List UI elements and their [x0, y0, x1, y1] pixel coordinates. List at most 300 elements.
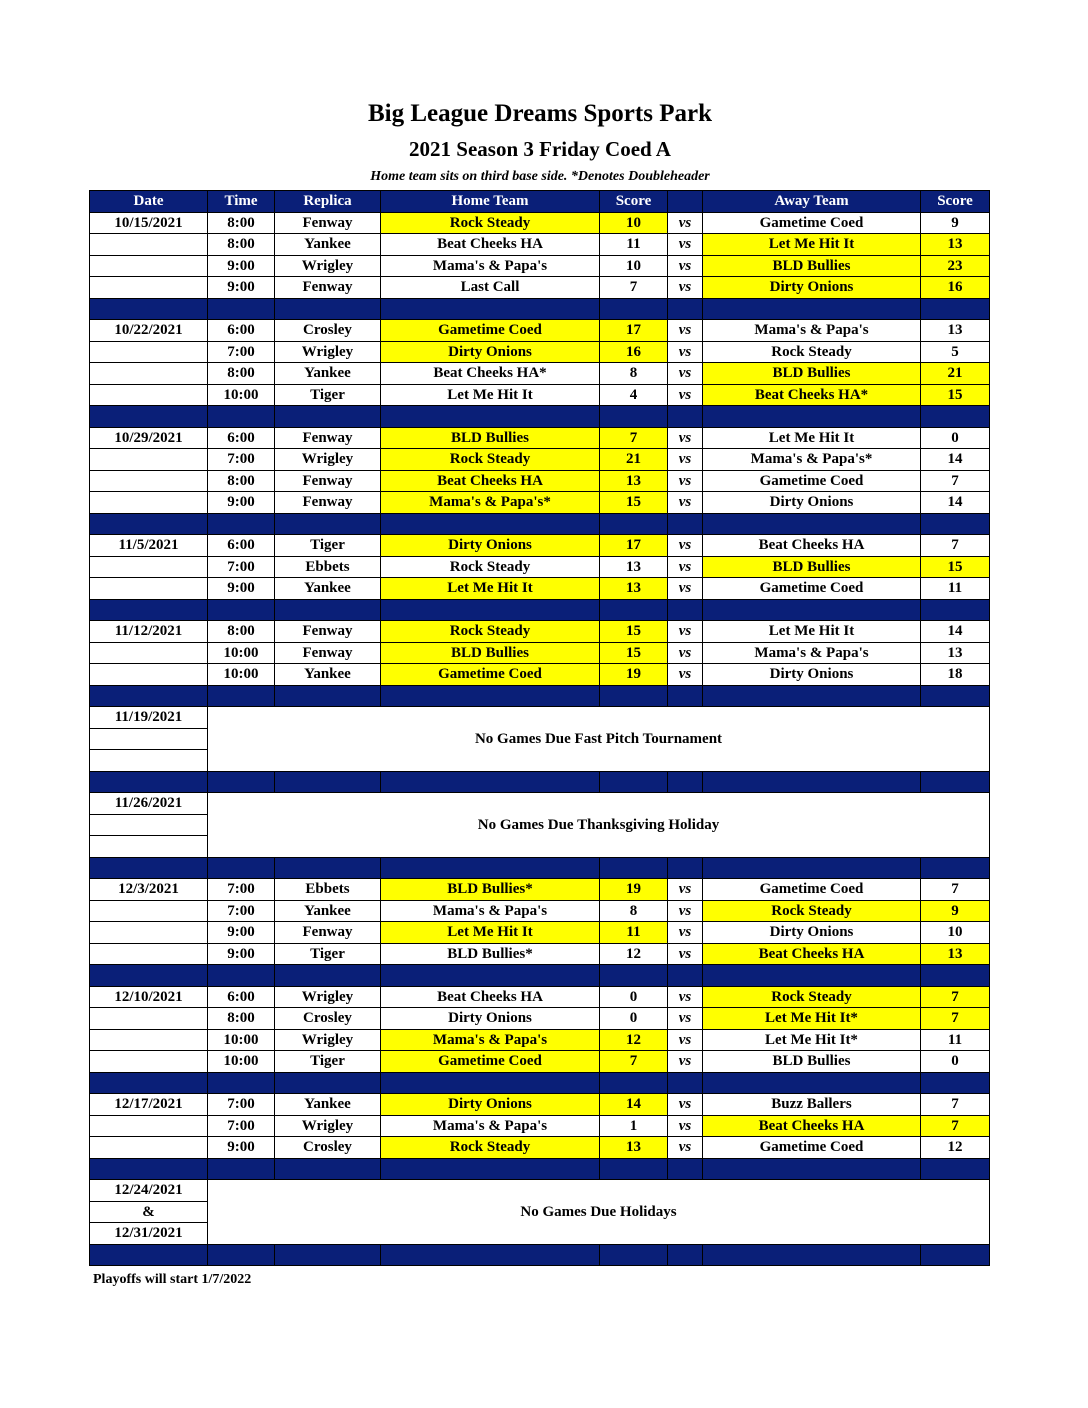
home-score: 4: [600, 384, 668, 406]
game-date: [90, 556, 208, 578]
separator-cell: [600, 1244, 668, 1266]
separator-cell: [275, 599, 381, 621]
game-row: [90, 341, 990, 363]
separator-cell: [381, 513, 600, 535]
home-team: BLD Bullies: [381, 642, 600, 664]
home-score: 19: [600, 879, 668, 901]
home-score: 14: [600, 1094, 668, 1116]
separator-row: [90, 857, 990, 879]
game-date: [90, 1051, 208, 1073]
separator-cell: [703, 513, 921, 535]
game-row: [90, 363, 990, 385]
game-time: 10:00: [208, 1051, 275, 1073]
game-replica: Wrigley: [275, 986, 381, 1008]
home-score: 19: [600, 664, 668, 686]
separator-row: [90, 685, 990, 707]
away-team: Let Me Hit It: [703, 621, 921, 643]
separator-cell: [90, 298, 208, 320]
separator-cell: [90, 965, 208, 987]
vs-label: vs: [668, 943, 703, 965]
away-score: 0: [921, 1051, 990, 1073]
game-time: 7:00: [208, 449, 275, 471]
game-time: 10:00: [208, 384, 275, 406]
home-team: Beat Cheeks HA: [381, 986, 600, 1008]
home-score: 11: [600, 922, 668, 944]
separator-cell: [208, 406, 275, 428]
home-team: Let Me Hit It: [381, 578, 600, 600]
separator-cell: [703, 298, 921, 320]
game-replica: Yankee: [275, 664, 381, 686]
notice-row: [90, 1180, 990, 1202]
separator-cell: [208, 771, 275, 793]
game-time: 7:00: [208, 1115, 275, 1137]
separator-cell: [90, 1244, 208, 1266]
game-row: [90, 1094, 990, 1116]
home-team: BLD Bullies*: [381, 879, 600, 901]
separator-cell: [600, 965, 668, 987]
separator-cell: [381, 1244, 600, 1266]
game-date: [90, 1137, 208, 1159]
game-time: 9:00: [208, 255, 275, 277]
away-score: 9: [921, 212, 990, 234]
game-date: [90, 943, 208, 965]
away-team: Rock Steady: [703, 341, 921, 363]
game-replica: Fenway: [275, 427, 381, 449]
game-date: 10/15/2021: [90, 212, 208, 234]
separator-cell: [90, 1072, 208, 1094]
separator-cell: [921, 685, 990, 707]
game-time: 8:00: [208, 470, 275, 492]
home-score: 1: [600, 1115, 668, 1137]
separator-cell: [703, 599, 921, 621]
separator-cell: [381, 685, 600, 707]
home-score: 7: [600, 1051, 668, 1073]
home-score: 13: [600, 470, 668, 492]
home-team: Let Me Hit It: [381, 922, 600, 944]
game-time: 10:00: [208, 664, 275, 686]
away-team: BLD Bullies: [703, 1051, 921, 1073]
away-score: 7: [921, 1008, 990, 1030]
separator-cell: [90, 857, 208, 879]
separator-cell: [921, 599, 990, 621]
game-replica: Tiger: [275, 384, 381, 406]
home-score: 16: [600, 341, 668, 363]
game-replica: Wrigley: [275, 449, 381, 471]
page-title: Big League Dreams Sports Park: [368, 100, 712, 127]
col-away-score: Score: [921, 191, 990, 213]
separator-cell: [600, 406, 668, 428]
col-time: Time: [208, 191, 275, 213]
away-team: Gametime Coed: [703, 578, 921, 600]
separator-cell: [275, 965, 381, 987]
game-replica: Yankee: [275, 578, 381, 600]
separator-cell: [90, 513, 208, 535]
away-team: Rock Steady: [703, 900, 921, 922]
separator-cell: [381, 1158, 600, 1180]
separator-cell: [921, 857, 990, 879]
game-date: [90, 449, 208, 471]
away-score: 5: [921, 341, 990, 363]
away-team: Dirty Onions: [703, 277, 921, 299]
separator-cell: [90, 1158, 208, 1180]
away-team: Beat Cheeks HA: [703, 1115, 921, 1137]
notice-date: 11/19/2021: [90, 707, 208, 729]
game-date: [90, 900, 208, 922]
away-team: Beat Cheeks HA: [703, 535, 921, 557]
vs-label: vs: [668, 384, 703, 406]
vs-label: vs: [668, 1115, 703, 1137]
game-date: 11/12/2021: [90, 621, 208, 643]
separator-row: [90, 1244, 990, 1266]
notice-row: [90, 793, 990, 815]
separator-cell: [668, 406, 703, 428]
away-team: Mama's & Papa's: [703, 320, 921, 342]
vs-label: vs: [668, 986, 703, 1008]
home-team: Gametime Coed: [381, 664, 600, 686]
separator-row: [90, 513, 990, 535]
away-team: Let Me Hit It*: [703, 1029, 921, 1051]
game-date: [90, 1029, 208, 1051]
home-team: Mama's & Papa's: [381, 1115, 600, 1137]
separator-cell: [275, 771, 381, 793]
game-time: 8:00: [208, 212, 275, 234]
home-team: Rock Steady: [381, 449, 600, 471]
game-time: 9:00: [208, 578, 275, 600]
home-team: Let Me Hit It: [381, 384, 600, 406]
game-time: 8:00: [208, 363, 275, 385]
header-note: Home team sits on third base side. *Denotes Doubleheader: [370, 169, 710, 184]
vs-label: vs: [668, 1008, 703, 1030]
separator-cell: [90, 406, 208, 428]
game-time: 10:00: [208, 642, 275, 664]
separator-cell: [668, 771, 703, 793]
away-score: 13: [921, 320, 990, 342]
separator-row: [90, 406, 990, 428]
home-score: 0: [600, 986, 668, 1008]
separator-cell: [381, 298, 600, 320]
away-score: 14: [921, 621, 990, 643]
home-team: Dirty Onions: [381, 535, 600, 557]
separator-cell: [208, 1244, 275, 1266]
separator-cell: [703, 771, 921, 793]
game-time: 6:00: [208, 427, 275, 449]
home-score: 0: [600, 1008, 668, 1030]
away-score: 10: [921, 922, 990, 944]
game-row: [90, 578, 990, 600]
separator-cell: [703, 857, 921, 879]
game-row: [90, 943, 990, 965]
col-date: Date: [90, 191, 208, 213]
separator-row: [90, 771, 990, 793]
game-replica: Wrigley: [275, 255, 381, 277]
separator-cell: [703, 406, 921, 428]
separator-row: [90, 965, 990, 987]
separator-cell: [208, 685, 275, 707]
game-replica: Crosley: [275, 320, 381, 342]
away-team: Mama's & Papa's*: [703, 449, 921, 471]
separator-cell: [381, 857, 600, 879]
game-replica: Yankee: [275, 363, 381, 385]
away-score: 7: [921, 470, 990, 492]
game-time: 9:00: [208, 943, 275, 965]
home-score: 12: [600, 1029, 668, 1051]
game-replica: Fenway: [275, 621, 381, 643]
vs-label: vs: [668, 449, 703, 471]
notice-date: [90, 836, 208, 858]
away-team: Beat Cheeks HA: [703, 943, 921, 965]
notice-message: No Games Due Fast Pitch Tournament: [208, 707, 990, 772]
game-replica: Ebbets: [275, 556, 381, 578]
game-replica: Yankee: [275, 234, 381, 256]
home-score: 8: [600, 900, 668, 922]
game-row: [90, 277, 990, 299]
game-time: 6:00: [208, 986, 275, 1008]
game-date: [90, 363, 208, 385]
game-row: [90, 427, 990, 449]
game-row: [90, 1115, 990, 1137]
schedule-table: [89, 190, 990, 1266]
game-replica: Yankee: [275, 1094, 381, 1116]
home-score: 13: [600, 1137, 668, 1159]
header-row: [90, 191, 990, 213]
away-team: Beat Cheeks HA*: [703, 384, 921, 406]
separator-cell: [921, 771, 990, 793]
home-team: Rock Steady: [381, 1137, 600, 1159]
home-team: Beat Cheeks HA: [381, 470, 600, 492]
home-score: 13: [600, 556, 668, 578]
away-team: Let Me Hit It: [703, 234, 921, 256]
separator-cell: [208, 599, 275, 621]
game-row: [90, 1137, 990, 1159]
away-team: Gametime Coed: [703, 470, 921, 492]
home-team: Mama's & Papa's: [381, 900, 600, 922]
notice-date: 12/31/2021: [90, 1223, 208, 1245]
away-score: 0: [921, 427, 990, 449]
game-row: [90, 1051, 990, 1073]
game-row: [90, 664, 990, 686]
col-away-team: Away Team: [703, 191, 921, 213]
away-team: BLD Bullies: [703, 556, 921, 578]
game-date: [90, 922, 208, 944]
game-row: [90, 384, 990, 406]
separator-cell: [600, 685, 668, 707]
separator-row: [90, 298, 990, 320]
home-team: Gametime Coed: [381, 320, 600, 342]
home-team: Dirty Onions: [381, 1008, 600, 1030]
game-date: 10/22/2021: [90, 320, 208, 342]
away-score: 11: [921, 1029, 990, 1051]
vs-label: vs: [668, 642, 703, 664]
game-replica: Fenway: [275, 492, 381, 514]
separator-cell: [275, 1244, 381, 1266]
game-date: [90, 277, 208, 299]
home-score: 15: [600, 642, 668, 664]
separator-cell: [90, 771, 208, 793]
away-score: 21: [921, 363, 990, 385]
game-row: [90, 556, 990, 578]
game-date: 10/29/2021: [90, 427, 208, 449]
separator-row: [90, 1158, 990, 1180]
home-team: Mama's & Papa's*: [381, 492, 600, 514]
separator-cell: [668, 1072, 703, 1094]
separator-cell: [703, 965, 921, 987]
col-replica: Replica: [275, 191, 381, 213]
away-team: Dirty Onions: [703, 664, 921, 686]
game-time: 8:00: [208, 234, 275, 256]
game-row: [90, 255, 990, 277]
away-team: BLD Bullies: [703, 363, 921, 385]
game-replica: Tiger: [275, 535, 381, 557]
notice-date: [90, 728, 208, 750]
game-replica: Ebbets: [275, 879, 381, 901]
vs-label: vs: [668, 427, 703, 449]
away-team: Dirty Onions: [703, 492, 921, 514]
separator-cell: [668, 599, 703, 621]
notice-date: 11/26/2021: [90, 793, 208, 815]
home-score: 17: [600, 320, 668, 342]
separator-cell: [921, 1244, 990, 1266]
home-team: Dirty Onions: [381, 341, 600, 363]
separator-cell: [921, 406, 990, 428]
separator-cell: [600, 1072, 668, 1094]
separator-cell: [90, 685, 208, 707]
away-score: 7: [921, 1115, 990, 1137]
separator-cell: [703, 1244, 921, 1266]
separator-cell: [208, 1072, 275, 1094]
game-time: 10:00: [208, 1029, 275, 1051]
separator-cell: [921, 1072, 990, 1094]
vs-label: vs: [668, 234, 703, 256]
game-time: 7:00: [208, 879, 275, 901]
home-team: Dirty Onions: [381, 1094, 600, 1116]
vs-label: vs: [668, 621, 703, 643]
game-replica: Fenway: [275, 470, 381, 492]
home-score: 13: [600, 578, 668, 600]
home-team: Beat Cheeks HA: [381, 234, 600, 256]
separator-cell: [668, 857, 703, 879]
separator-cell: [275, 298, 381, 320]
separator-cell: [600, 1158, 668, 1180]
away-team: Mama's & Papa's: [703, 642, 921, 664]
separator-cell: [275, 406, 381, 428]
separator-cell: [668, 513, 703, 535]
game-time: 9:00: [208, 922, 275, 944]
notice-row: [90, 707, 990, 729]
notice-date: &: [90, 1201, 208, 1223]
home-team: Rock Steady: [381, 212, 600, 234]
away-score: 7: [921, 986, 990, 1008]
away-score: 9: [921, 900, 990, 922]
game-row: [90, 900, 990, 922]
game-row: [90, 642, 990, 664]
away-score: 13: [921, 943, 990, 965]
separator-cell: [668, 298, 703, 320]
game-row: [90, 986, 990, 1008]
away-score: 7: [921, 535, 990, 557]
separator-cell: [668, 1158, 703, 1180]
vs-label: vs: [668, 1051, 703, 1073]
vs-label: vs: [668, 922, 703, 944]
home-team: BLD Bullies*: [381, 943, 600, 965]
notice-date: [90, 750, 208, 772]
game-row: [90, 449, 990, 471]
game-time: 8:00: [208, 621, 275, 643]
separator-cell: [208, 298, 275, 320]
home-team: Rock Steady: [381, 556, 600, 578]
separator-cell: [208, 513, 275, 535]
away-team: Let Me Hit It*: [703, 1008, 921, 1030]
game-date: [90, 1115, 208, 1137]
separator-cell: [275, 857, 381, 879]
away-score: 14: [921, 492, 990, 514]
separator-cell: [668, 685, 703, 707]
game-date: [90, 234, 208, 256]
vs-label: vs: [668, 879, 703, 901]
game-row: [90, 535, 990, 557]
game-row: [90, 212, 990, 234]
vs-label: vs: [668, 556, 703, 578]
vs-label: vs: [668, 341, 703, 363]
home-score: 21: [600, 449, 668, 471]
game-date: [90, 470, 208, 492]
home-team: Beat Cheeks HA*: [381, 363, 600, 385]
separator-cell: [600, 298, 668, 320]
separator-cell: [208, 1158, 275, 1180]
vs-label: vs: [668, 900, 703, 922]
home-team: Rock Steady: [381, 621, 600, 643]
vs-label: vs: [668, 1029, 703, 1051]
separator-cell: [381, 965, 600, 987]
away-score: 14: [921, 449, 990, 471]
away-score: 16: [921, 277, 990, 299]
game-replica: Crosley: [275, 1137, 381, 1159]
away-team: Let Me Hit It: [703, 427, 921, 449]
vs-label: vs: [668, 578, 703, 600]
separator-cell: [921, 965, 990, 987]
game-time: 9:00: [208, 492, 275, 514]
separator-cell: [275, 1072, 381, 1094]
game-replica: Crosley: [275, 1008, 381, 1030]
game-row: [90, 492, 990, 514]
footer-note: Playoffs will start 1/7/2022: [93, 1272, 252, 1287]
away-team: Gametime Coed: [703, 212, 921, 234]
notice-date: [90, 814, 208, 836]
game-row: [90, 879, 990, 901]
game-time: 6:00: [208, 535, 275, 557]
page-subtitle: 2021 Season 3 Friday Coed A: [409, 137, 671, 161]
away-team: Rock Steady: [703, 986, 921, 1008]
game-date: 12/17/2021: [90, 1094, 208, 1116]
game-replica: Tiger: [275, 943, 381, 965]
notice-date: 12/24/2021: [90, 1180, 208, 1202]
col-vs: [668, 191, 703, 213]
home-team: Mama's & Papa's: [381, 1029, 600, 1051]
game-row: [90, 1008, 990, 1030]
game-replica: Yankee: [275, 900, 381, 922]
away-score: 15: [921, 384, 990, 406]
game-date: [90, 1008, 208, 1030]
game-time: 9:00: [208, 277, 275, 299]
game-date: [90, 341, 208, 363]
away-score: 23: [921, 255, 990, 277]
game-time: 7:00: [208, 556, 275, 578]
game-time: 9:00: [208, 1137, 275, 1159]
separator-cell: [275, 685, 381, 707]
away-score: 12: [921, 1137, 990, 1159]
game-date: [90, 492, 208, 514]
home-team: BLD Bullies: [381, 427, 600, 449]
separator-cell: [381, 1072, 600, 1094]
